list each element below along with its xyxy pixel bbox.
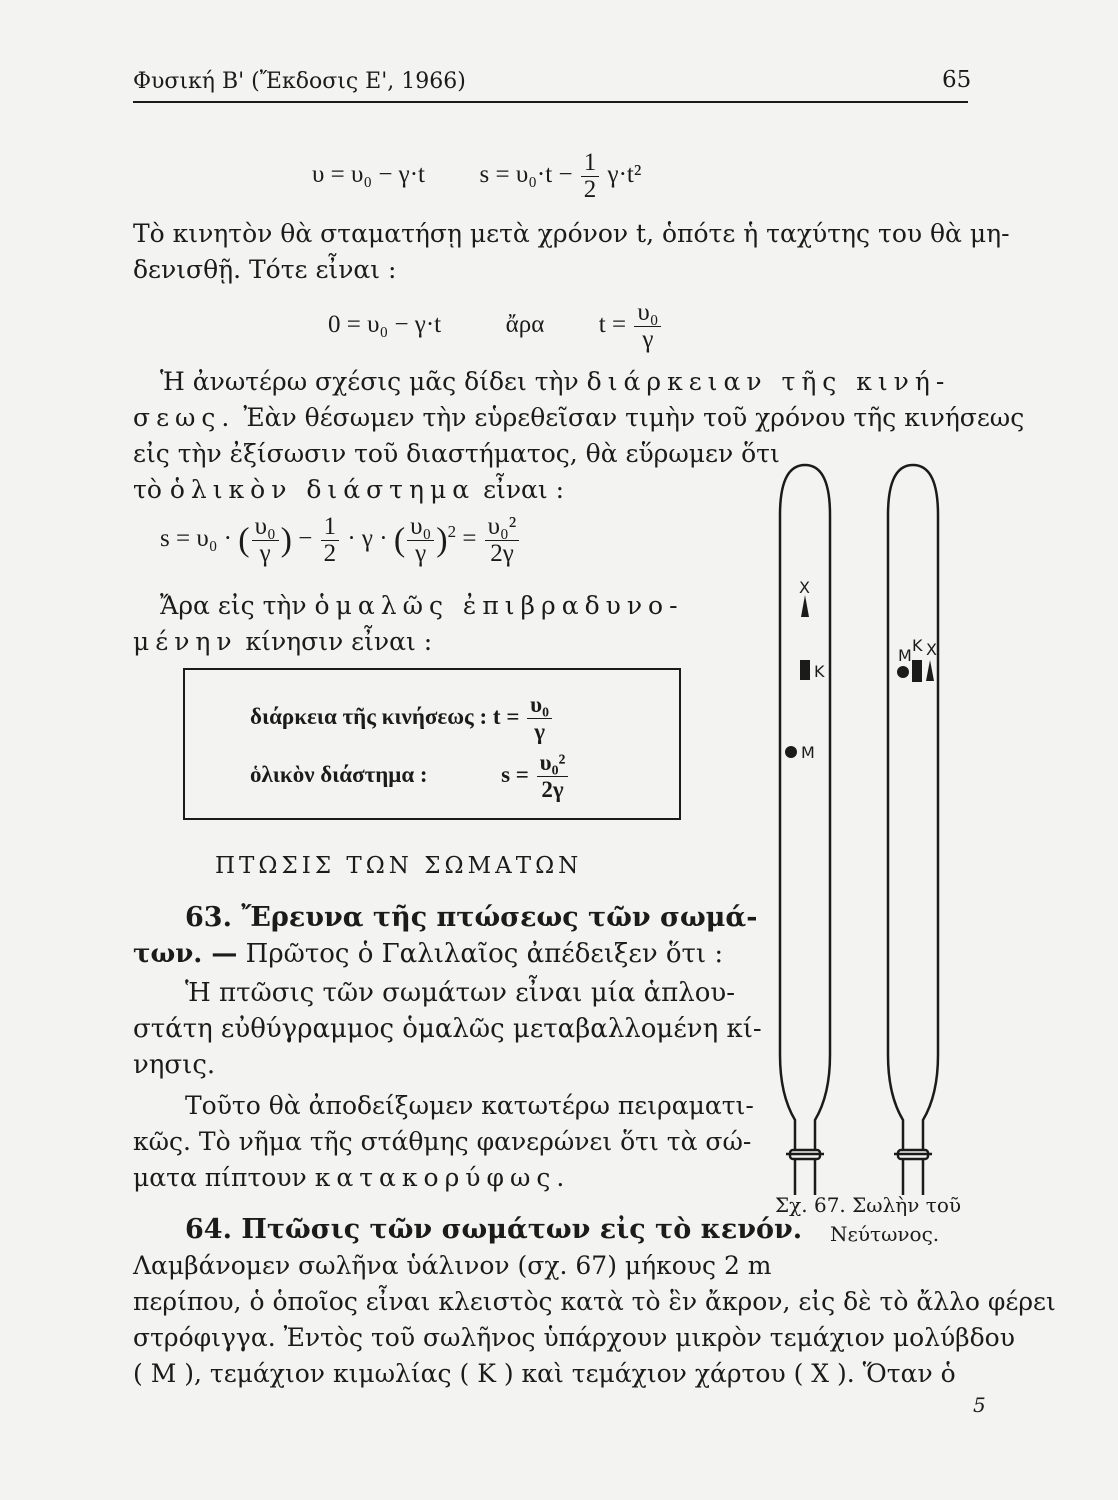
minus-sign: − bbox=[298, 525, 313, 553]
paragraph-text: κίνησιν εἶναι : bbox=[245, 627, 433, 656]
paragraph-line bbox=[133, 400, 1024, 436]
fraction-denominator: 2 bbox=[323, 540, 337, 567]
paper-piece-icon bbox=[801, 595, 809, 617]
spaced-term-fragment: μένην bbox=[133, 627, 238, 656]
fraction-numerator: 1 bbox=[321, 514, 340, 541]
paragraph-line: Λαμβάνομεν σωλῆνα ὑάλινον (σχ. 67) μήκους 2 m bbox=[133, 1251, 772, 1280]
fraction-numerator: 1 bbox=[581, 150, 600, 177]
summary-label: διάρκεια τῆς κινήσεως : bbox=[250, 703, 488, 729]
paragraph-line: Τὸ κινητὸν θὰ σταματήσῃ μετὰ χρόνον t, ὁπότε ἡ ταχύτης του θὰ μη- bbox=[133, 219, 1010, 248]
summary-lhs: s = bbox=[501, 761, 529, 787]
paragraph-line: κῶς. Τὸ νῆμα τῆς στάθμης φανερώνει ὅτι τὰ σώ- bbox=[133, 1127, 752, 1156]
equation-distance-tail: γ·t² bbox=[607, 161, 642, 189]
paragraph-text: Ἡ ἀνωτέρω σχέσις μᾶς δίδει τὴν bbox=[160, 367, 579, 396]
page-number: 65 bbox=[942, 67, 972, 93]
label-chalk-k: Κ bbox=[814, 662, 825, 681]
chalk-piece-icon bbox=[912, 660, 922, 682]
word-ara: ἄρα bbox=[505, 311, 545, 339]
section-heading: ΠΤΩΣΙΣ ΤΩΝ ΣΩΜΑΤΩΝ bbox=[215, 853, 583, 879]
multiply-gamma: · γ · bbox=[347, 525, 388, 553]
fraction-denominator: γ bbox=[415, 540, 427, 567]
paragraph-text: τὸ bbox=[133, 475, 162, 504]
paragraph-line: ( Μ ), τεμάχιον κιμωλίας ( Κ ) καὶ τεμάχιον χάρτου ( Χ ). Ὅταν ὁ bbox=[133, 1359, 956, 1388]
summary-lhs: t = bbox=[492, 703, 520, 729]
paragraph-line bbox=[160, 364, 950, 400]
newton-tubes-figure bbox=[760, 455, 980, 1195]
fraction-denominator: 2γ bbox=[490, 540, 514, 567]
fraction-numerator: υ₀ bbox=[407, 514, 434, 541]
spaced-term-vertically: κατακορύφως. bbox=[314, 1163, 571, 1192]
section-63-title-end: των. — bbox=[133, 939, 238, 969]
stopcock-left bbox=[786, 1150, 824, 1159]
lead-piece-icon bbox=[785, 746, 797, 758]
fraction-numerator: υ₀ bbox=[527, 692, 552, 719]
summary-row-distance bbox=[250, 750, 570, 803]
tube-right-outline bbox=[888, 465, 938, 1195]
equation-total-distance: s = υ₀ · ( $\frac{\text{υ₀}}{\gamma}$ ) − $\frac{1}{2}$ · γ · ( $\frac{\text{υ₀}}{\gamma}$ )$^2$ = $\frac{\text{υ₀²}}{2\gamma}$ bbox=[160, 514, 521, 567]
paragraph-text: ματα πίπτουν bbox=[133, 1163, 307, 1192]
paragraph-line bbox=[133, 936, 723, 972]
paper-piece-icon bbox=[926, 660, 934, 681]
fraction-denominator: 2γ bbox=[541, 777, 564, 802]
section-63-title: 63. Ἔρευνα τῆς πτώσεως τῶν σωμά- bbox=[185, 902, 758, 933]
paragraph-line bbox=[133, 624, 432, 660]
stopcock-right bbox=[894, 1150, 932, 1159]
header-rule bbox=[133, 101, 968, 103]
fraction-numerator: υ₀² bbox=[537, 750, 569, 777]
exponent: 2 bbox=[447, 521, 457, 541]
summary-row-duration bbox=[250, 692, 554, 745]
figure-caption-line: Νεύτωνος. bbox=[830, 1222, 940, 1246]
fraction-denominator: γ bbox=[642, 326, 654, 353]
fraction-one-half bbox=[321, 514, 340, 567]
paragraph-line: στάτη εὐθύγραμμος ὁμαλῶς μεταβαλλομένη κί- bbox=[133, 1014, 762, 1044]
label-lead-m: Μ bbox=[801, 743, 815, 762]
paragraph-text: Πρῶτος ὁ Γαλιλαῖος ἀπέδειξεν ὅτι : bbox=[245, 939, 724, 969]
equation-distance-lhs: s = υ₀·t − bbox=[479, 161, 573, 189]
label-paper-x: Χ bbox=[926, 640, 937, 659]
label-paper-x: Χ bbox=[799, 578, 810, 597]
chalk-piece-icon bbox=[800, 660, 810, 680]
fraction-time bbox=[634, 300, 661, 353]
fraction-denominator: 2 bbox=[583, 176, 597, 203]
spaced-term-total-distance: ὁλικὸν διάστημα bbox=[169, 475, 476, 504]
fraction-v-over-g bbox=[252, 514, 279, 567]
equation-velocity-text: υ = υ₀ − γ·t bbox=[312, 161, 425, 189]
equation-stop-text: 0 = υ₀ − γ·t bbox=[328, 311, 442, 339]
paragraph-line bbox=[133, 1160, 570, 1196]
paragraph-line: εἰς τὴν ἐξίσωσιν τοῦ διαστήματος, θὰ εὕρωμεν ὅτι bbox=[133, 439, 780, 468]
paragraph-line: Τοῦτο θὰ ἀποδείξωμεν κατωτέρω πειραματι- bbox=[185, 1091, 754, 1120]
lead-piece-icon bbox=[897, 666, 909, 678]
running-title: Φυσική Β' (Ἔκδοσις Ε', 1966) bbox=[133, 69, 466, 94]
equation-time-lhs: t = bbox=[598, 311, 627, 339]
paragraph-text: Ἐὰν θέσωμεν τὴν εὑρεθεῖσαν τιμὴν τοῦ χρόνου τῆς κινήσεως bbox=[243, 403, 1025, 432]
fraction-one-half bbox=[581, 150, 600, 203]
paragraph-text: εἶναι : bbox=[483, 475, 565, 504]
fraction-denominator: γ bbox=[259, 540, 271, 567]
section-64-title: 64. Πτῶσις τῶν σωμάτων εἰς τὸ κενόν. bbox=[185, 1214, 803, 1245]
equation-stop-condition bbox=[328, 300, 663, 353]
paragraph-line bbox=[160, 588, 684, 624]
spaced-term-decelerated: ὁμαλῶς ἐπιβραδυνο- bbox=[314, 591, 684, 620]
paragraph-line bbox=[133, 472, 564, 508]
equation-lhs: s = υ₀ · bbox=[160, 525, 232, 553]
fraction-denominator: γ bbox=[534, 719, 545, 744]
fraction-numerator: υ₀ bbox=[634, 300, 661, 327]
fraction-summary-distance bbox=[537, 750, 569, 803]
paragraph-line: στρόφιγγα. Ἐντὸς τοῦ σωλῆνος ὑπάρχουν μικρὸν τεμάχιον μολύβδου bbox=[133, 1323, 1015, 1352]
fraction-numerator: υ₀² bbox=[485, 514, 520, 541]
paragraph-line: δενισθῇ. Τότε εἶναι : bbox=[133, 255, 397, 284]
fraction-v-over-g bbox=[407, 514, 434, 567]
fraction-result bbox=[485, 514, 520, 567]
label-lead-m: Μ bbox=[898, 646, 912, 665]
equation-velocity bbox=[312, 150, 641, 203]
spaced-term-duration: διάρκειαν τῆς κινή- bbox=[586, 367, 951, 396]
tube-left-outline bbox=[780, 465, 830, 1195]
spaced-term-fragment: σεως. bbox=[133, 403, 236, 432]
paragraph-line: περίπου, ὁ ὁποῖος εἶναι κλειστὸς κατὰ τὸ ἓν ἄκρον, εἰς δὲ τὸ ἄλλο φέρει bbox=[133, 1287, 1056, 1316]
fraction-summary-time bbox=[527, 692, 552, 745]
paragraph-text: Ἄρα εἰς τὴν bbox=[160, 591, 307, 620]
label-chalk-k: Κ bbox=[912, 636, 923, 655]
summary-label: ὁλικὸν διάστημα : bbox=[250, 761, 428, 787]
figure-caption-line: Σχ. 67. Σωλὴν τοῦ bbox=[775, 1193, 962, 1217]
paragraph-line: Ἡ πτῶσις τῶν σωμάτων εἶναι μία ἁπλου- bbox=[185, 978, 735, 1008]
fraction-numerator: υ₀ bbox=[252, 514, 279, 541]
paragraph-line: νησις. bbox=[133, 1050, 216, 1080]
signature-mark: 5 bbox=[973, 1393, 986, 1417]
equals-sign: = bbox=[462, 525, 477, 553]
